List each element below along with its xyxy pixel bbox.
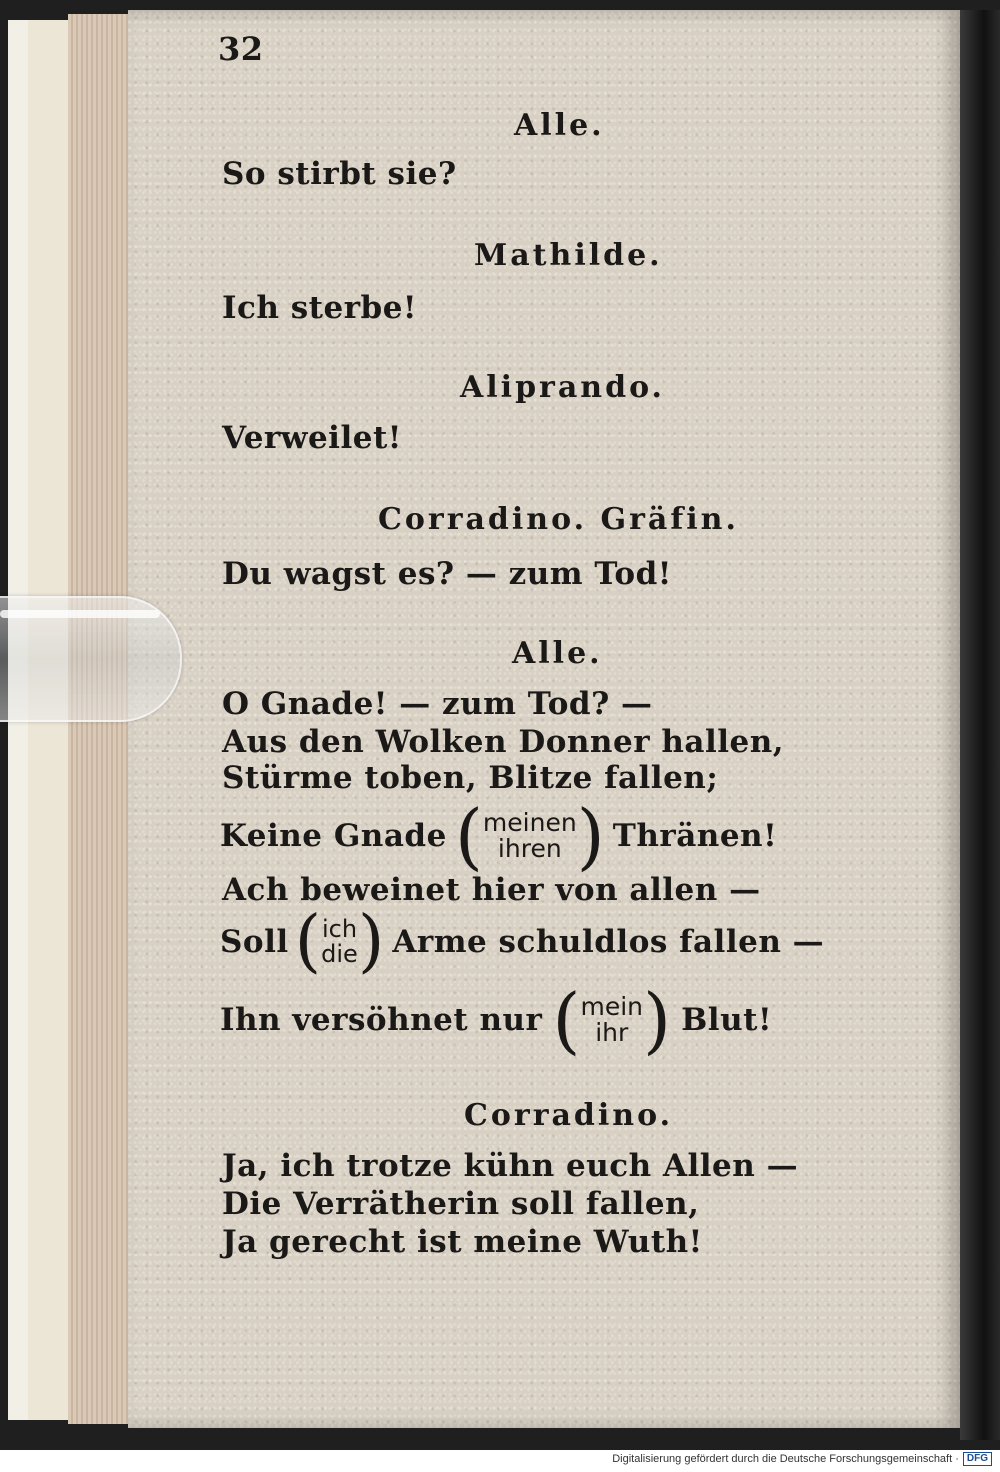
choice-stack: [580, 991, 644, 1047]
speaker-heading: Aliprando.: [460, 370, 666, 405]
choice-bottom: die: [321, 940, 358, 968]
paren-open: (: [552, 978, 581, 1062]
verse-line: So stirbt sie?: [222, 156, 457, 192]
choice-after: Arme schuldlos fallen —: [392, 924, 825, 960]
choice-line-soll: [220, 902, 825, 981]
verse-line: Stürme toben, Blitze fallen;: [222, 760, 719, 796]
speaker-heading: Mathilde.: [474, 238, 663, 273]
verse-line: Aus den Wolken Donner hallen,: [222, 724, 785, 760]
verse-line: Ja, ich trotze kühn euch Allen —: [222, 1148, 799, 1184]
choice-before: Ihn versöhnet nur: [220, 1002, 543, 1038]
choice-top: meinen: [482, 807, 577, 837]
verse-line: Du wagst es? — zum Tod!: [222, 556, 672, 592]
paren-open: (: [294, 902, 322, 981]
verse-line: O Gnade! — zum Tod? —: [222, 686, 653, 722]
speaker-heading: Alle.: [514, 108, 605, 143]
speaker-heading: Alle.: [512, 636, 603, 671]
paren-close: ): [576, 794, 605, 878]
choice-after: Blut!: [681, 1002, 773, 1038]
book-binding: [960, 10, 1000, 1440]
choice-top: mein: [580, 991, 644, 1021]
verse-line: Ja gerecht ist meine Wuth!: [222, 1224, 703, 1260]
choice-before: Soll: [220, 924, 289, 960]
page-holder-clip-shine: [0, 610, 160, 618]
paren-open: (: [454, 794, 483, 878]
verse-line: Verweilet!: [222, 420, 402, 456]
dfg-logo: DFG: [963, 1452, 992, 1466]
verse-line: Die Verrätherin soll fallen,: [222, 1186, 700, 1222]
choice-bottom: ihr: [595, 1018, 629, 1047]
verse-line: Ich sterbe!: [222, 290, 418, 326]
digitization-footer: [612, 1452, 992, 1466]
paren-close: ): [643, 978, 672, 1062]
choice-line-ihn: [220, 978, 773, 1062]
speaker-heading: Corradino. Gräfin.: [378, 502, 739, 537]
choice-top: ich: [321, 914, 358, 943]
paren-close: ): [357, 902, 385, 981]
choice-after: Thränen!: [612, 818, 778, 854]
verse-line: Ach beweinet hier von allen —: [222, 872, 761, 908]
speaker-heading: Corradino.: [464, 1098, 674, 1133]
choice-line-keine-gnade: [220, 794, 778, 878]
choice-stack: [482, 807, 577, 863]
footer-text: Digitalisierung gefördert durch die Deutsche Forschungsgemeinschaft ·: [612, 1453, 959, 1465]
choice-bottom: ihren: [497, 834, 562, 863]
page-number: 32: [218, 30, 264, 68]
choice-stack: [321, 914, 358, 968]
choice-before: Keine Gnade: [220, 818, 447, 854]
